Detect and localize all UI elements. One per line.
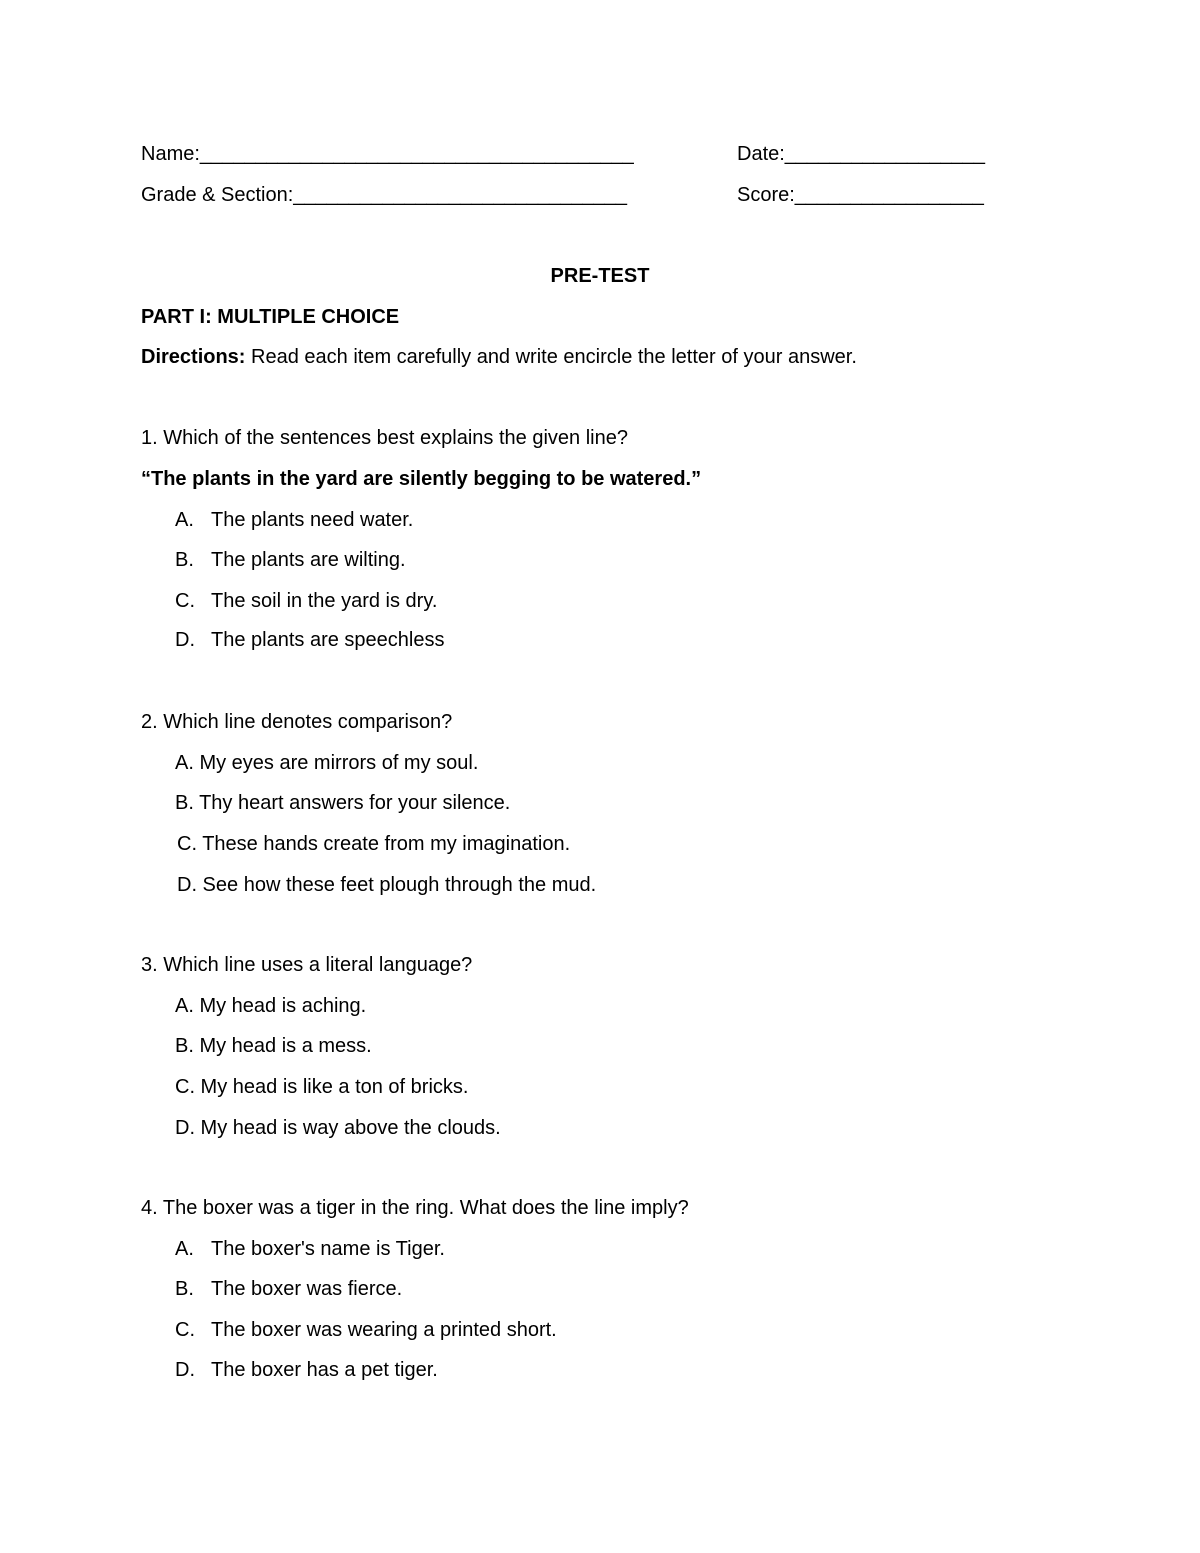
option-text: The plants need water.: [211, 509, 414, 531]
option-text: B. My head is a mess.: [175, 1035, 372, 1057]
option-text: B. Thy heart answers for your silence.: [175, 792, 511, 814]
option-text: The soil in the yard is dry.: [211, 590, 438, 612]
option-letter: D.: [175, 629, 195, 651]
option-text: The boxer was fierce.: [211, 1278, 403, 1300]
option-text: The boxer was wearing a printed short.: [211, 1319, 557, 1341]
option-text: D. My head is way above the clouds.: [175, 1117, 501, 1139]
option-text: The plants are wilting.: [211, 549, 406, 571]
directions-text: Read each item carefully and write encircle the letter of your answer.: [245, 346, 857, 368]
directions: [141, 345, 857, 369]
option-letter: C.: [175, 1319, 195, 1341]
score-field: Score:_________________: [737, 184, 984, 206]
option-text: C. My head is like a ton of bricks.: [175, 1076, 469, 1098]
option-letter: B.: [175, 549, 194, 571]
grade-section-field: Grade & Section:______________________________: [141, 184, 627, 206]
option-letter: A.: [175, 509, 194, 531]
option-letter: C.: [175, 590, 195, 612]
question-stem: 4. The boxer was a tiger in the ring. What does the line imply?: [141, 1197, 689, 1219]
page-title: PRE-TEST: [550, 265, 650, 287]
option-text: The plants are speechless: [211, 629, 445, 651]
option-text: A. My eyes are mirrors of my soul.: [175, 752, 479, 774]
name-field: Name:_______________________________________: [141, 143, 634, 165]
part-heading: PART I: MULTIPLE CHOICE: [141, 306, 400, 328]
directions-label: Directions:: [141, 346, 246, 368]
question-stem: 3. Which line uses a literal language?: [141, 954, 473, 976]
option-text: The boxer has a pet tiger.: [211, 1359, 438, 1381]
option-text: C. These hands create from my imagination.: [177, 833, 571, 855]
option-text: D. See how these feet plough through the mud.: [177, 874, 597, 896]
date-field: Date:__________________: [737, 143, 986, 165]
option-letter: A.: [175, 1238, 194, 1260]
question-stem: 1. Which of the sentences best explains the given line?: [141, 427, 628, 449]
option-letter: D.: [175, 1359, 195, 1381]
option-text: A. My head is aching.: [175, 995, 367, 1017]
option-letter: B.: [175, 1278, 194, 1300]
question-quote: “The plants in the yard are silently begging to be watered.”: [141, 468, 702, 490]
question-stem: 2. Which line denotes comparison?: [141, 711, 453, 733]
option-text: The boxer's name is Tiger.: [211, 1238, 445, 1260]
